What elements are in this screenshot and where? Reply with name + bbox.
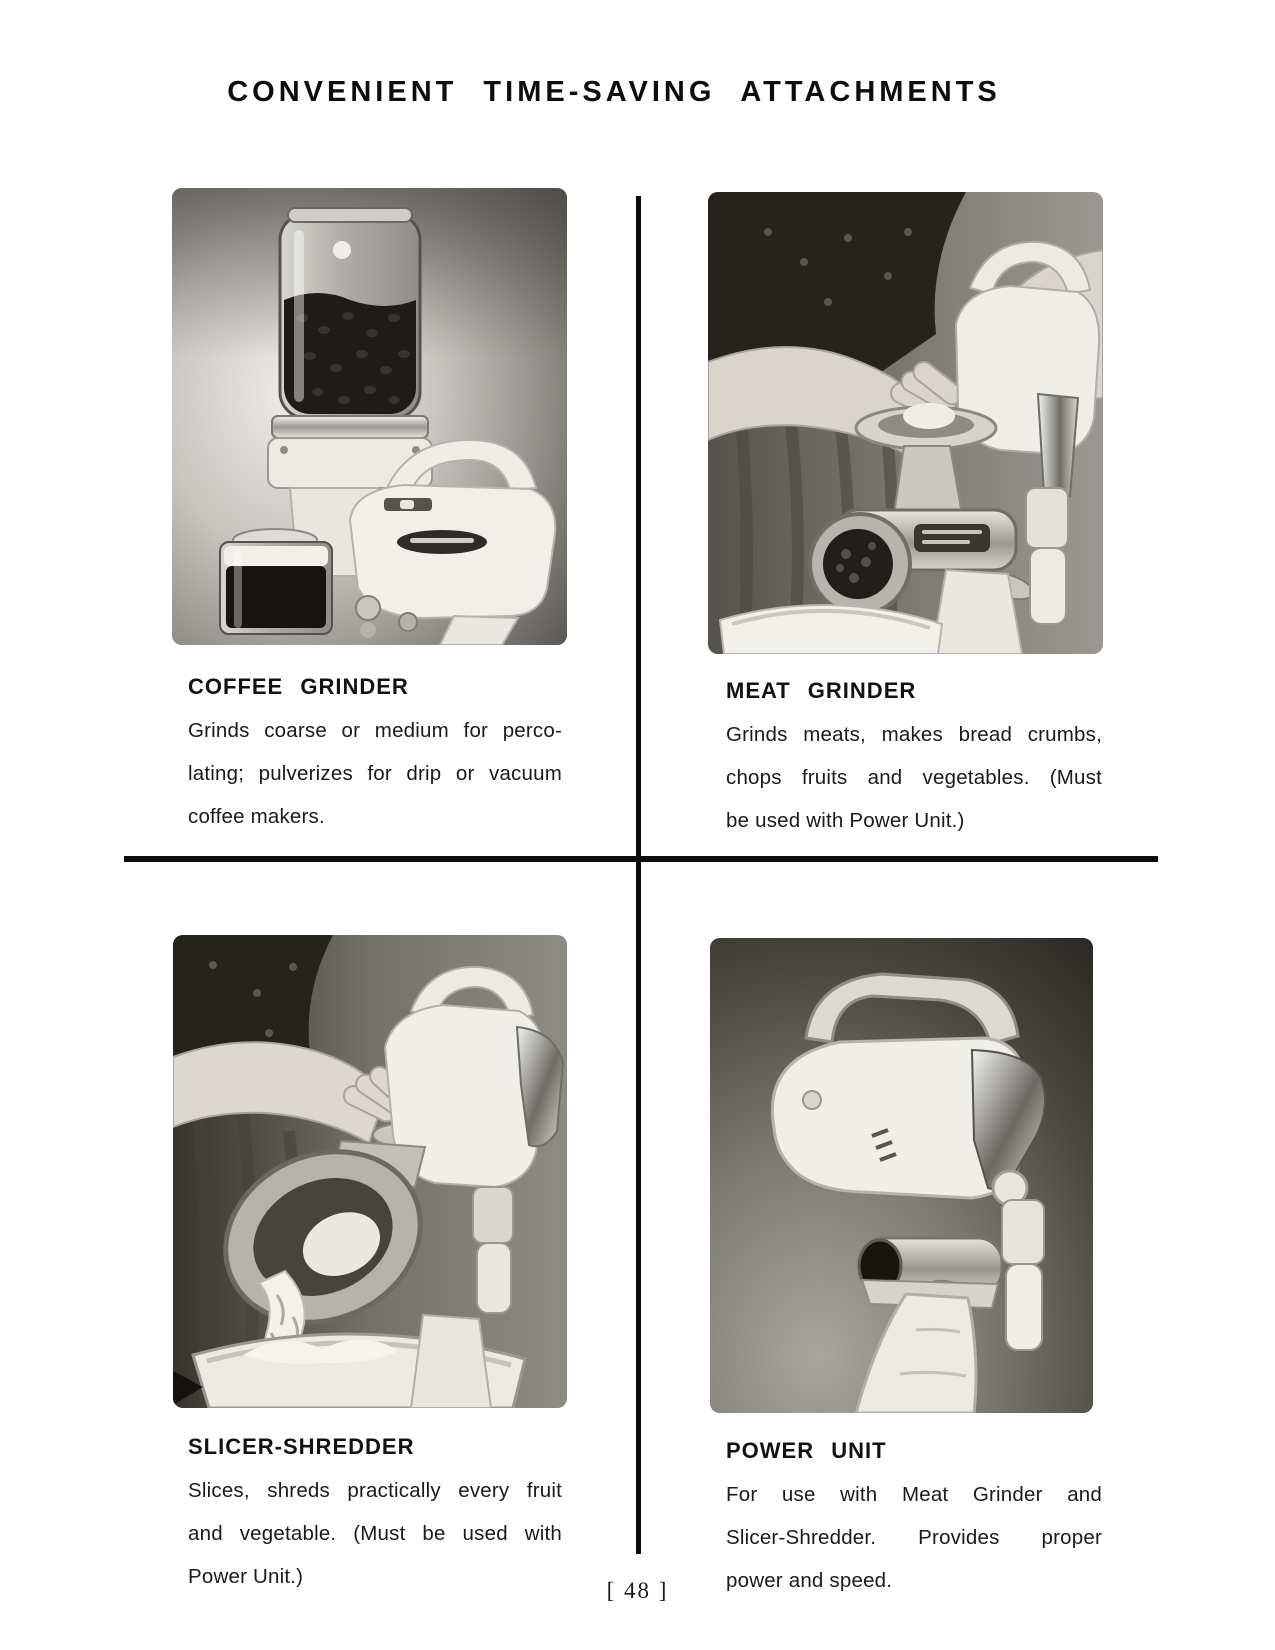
slicer-shredder-heading: SLICER-SHREDDER [188,1434,415,1459]
caption-line: be used with Power Unit.) [726,809,965,832]
caption-line: Power Unit.) [188,1565,304,1588]
vertical-divider [636,196,641,1554]
meat-grinder-caption [726,678,1102,842]
meat-grinder-heading: MEAT GRINDER [726,678,917,703]
power-unit-photo [710,938,1093,1413]
page-title: CONVENIENT TIME-SAVING ATTACHMENTS [227,76,1001,108]
caption-line: and vegetable. (Must be used with [188,1522,562,1545]
caption-line: chops fruits and vegetables. (Must [726,766,1102,789]
power-unit-heading: POWER UNIT [726,1438,887,1463]
coffee-grinder-photo [172,188,567,645]
caption-line: Grinds meats, makes bread crumbs, [726,723,1102,746]
caption-line: For use with Meat Grinder and [726,1483,1102,1506]
coffee-grinder-caption [188,674,562,838]
page-number: [ 48 ] [606,1578,669,1603]
caption-line: lating; pulverizes for drip or vacuum [188,762,562,785]
power-unit-illustration [710,938,1093,1413]
slicer-shredder-caption [188,1434,562,1598]
caption-line: Slicer-Shredder. Provides proper [726,1526,1102,1549]
meat-grinder-photo [708,192,1103,654]
caption-line: Slices, shreds practically every fruit [188,1479,562,1502]
coffee-grinder-illustration [172,188,567,645]
caption-line: coffee makers. [188,805,325,828]
slicer-shredder-photo [173,935,567,1408]
caption-line: Grinds coarse or medium for perco- [188,719,562,742]
caption-line: power and speed. [726,1569,893,1592]
coffee-grinder-heading: COFFEE GRINDER [188,674,409,699]
horizontal-divider [124,856,1158,862]
slicer-shredder-illustration [173,935,567,1408]
meat-grinder-illustration [708,192,1103,654]
